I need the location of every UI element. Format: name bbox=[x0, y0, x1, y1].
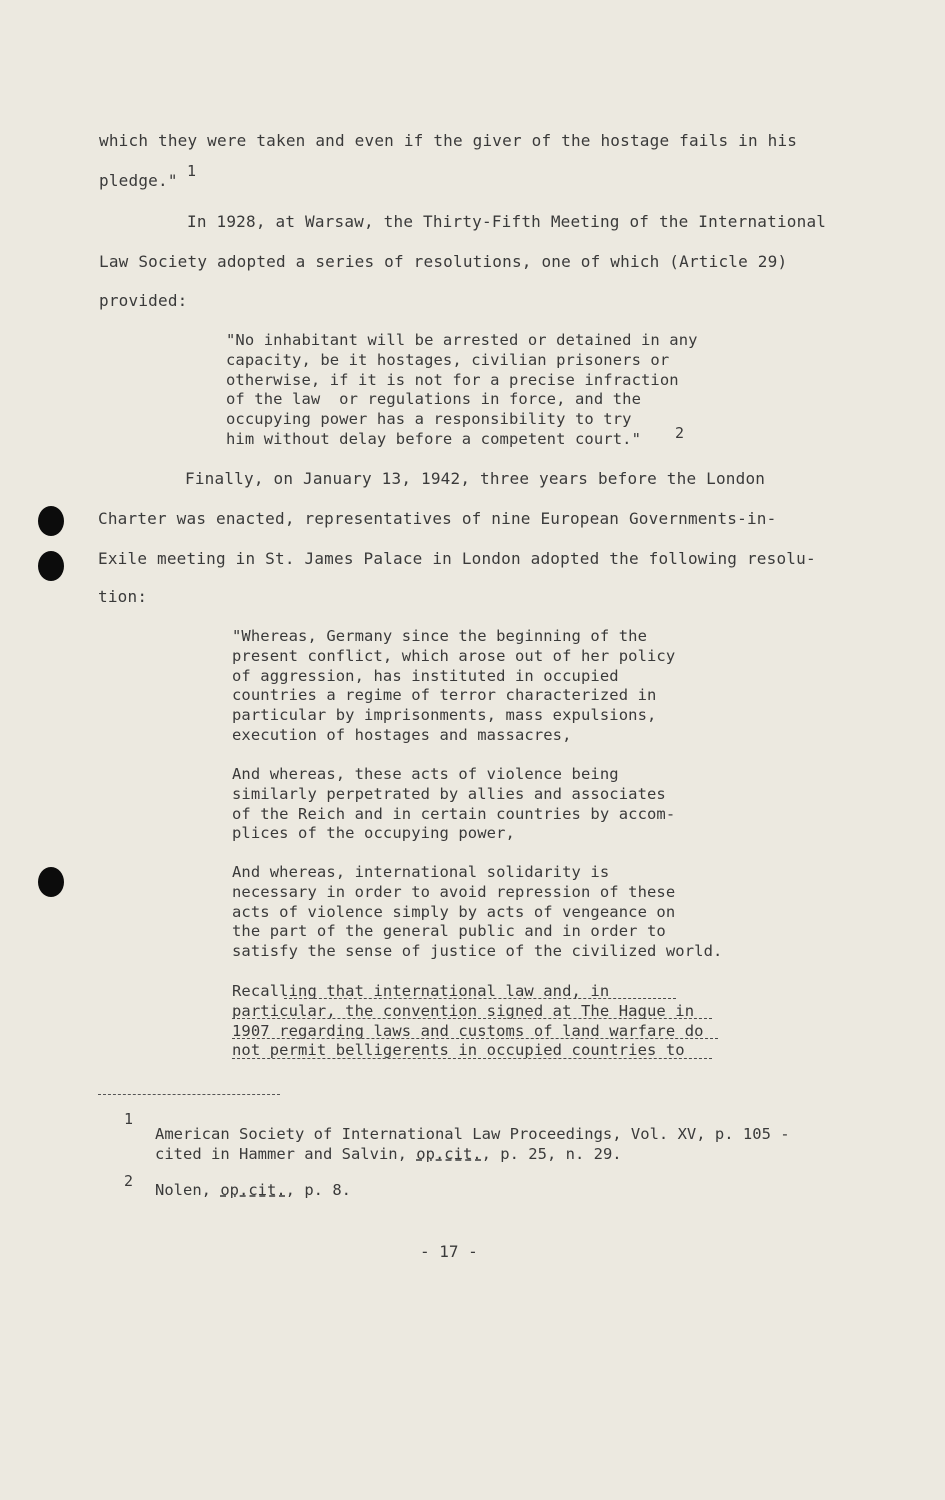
body-text-line: Charter was enacted, representatives of nine European Governments-in- bbox=[98, 509, 777, 528]
punch-hole bbox=[38, 867, 64, 897]
footnote-citation-end: , p. 25, n. 29. bbox=[481, 1145, 622, 1163]
body-text-line: In 1928, at Warsaw, the Thirty-Fifth Meeting of the International bbox=[187, 212, 827, 231]
block-quote: "No inhabitant will be arrested or detained in any capacity, be it hostages, civilian prisoners or otherwise, if it is not for a precise infraction of the law or regulations in force, and the occupying power has a responsibility to try him without delay before a competent court." bbox=[226, 331, 698, 448]
page-number: - 17 - bbox=[420, 1242, 478, 1261]
footnote-reference: 2 bbox=[675, 424, 685, 442]
footnote-citation: Nolen, bbox=[155, 1181, 221, 1199]
body-text-line: Exile meeting in St. James Palace in London adopted the following resolu- bbox=[98, 549, 816, 568]
body-text-line: which they were taken and even if the giver of the hostage fails in his bbox=[99, 131, 798, 150]
punch-hole bbox=[38, 551, 64, 581]
footnote-text bbox=[155, 1124, 790, 1164]
footnote-number: 1 bbox=[124, 1110, 134, 1128]
resolution-paragraph: And whereas, these acts of violence being similarly perpetrated by allies and associates of the Reich and in certain countries by accom- plices of the occupying power, bbox=[232, 765, 676, 843]
underline-mark bbox=[232, 1038, 718, 1039]
footnote-citation: American Society of International Law Proceedings, Vol. XV, p. 105 - cited in Hammer and Salvin, bbox=[155, 1125, 790, 1163]
underline-mark bbox=[284, 998, 676, 999]
underline-mark bbox=[232, 1018, 712, 1019]
footnote-reference: 1 bbox=[187, 162, 197, 180]
body-text-line: tion: bbox=[98, 587, 148, 606]
footnote-op-cit: op.cit. bbox=[220, 1181, 286, 1199]
punch-hole bbox=[38, 506, 64, 536]
body-text-line: provided: bbox=[99, 291, 188, 310]
footnote-number: 2 bbox=[124, 1172, 134, 1190]
body-text-line: pledge." bbox=[99, 171, 178, 190]
body-text-line: Law Society adopted a series of resolutions, one of which (Article 29) bbox=[99, 252, 788, 271]
resolution-paragraph: And whereas, international solidarity is necessary in order to avoid repression of these acts of violence simply by acts of vengeance on the part of the general public and in order to satisfy the sense of justice of the civilized world. bbox=[232, 863, 723, 961]
footnote-separator bbox=[98, 1094, 280, 1095]
underline-mark bbox=[232, 1058, 712, 1059]
footnote-op-cit: op.cit. bbox=[416, 1145, 482, 1163]
footnote-text bbox=[155, 1180, 351, 1200]
footnote-citation-end: , p. 8. bbox=[285, 1181, 351, 1199]
resolution-paragraph: Recalling that international law and, in particular, the convention signed at The Hague in 1907 regarding laws and customs of land warfare do not permit belligerents in occupied countries to bbox=[232, 982, 704, 1060]
resolution-paragraph: "Whereas, Germany since the beginning of the present conflict, which arose out of her policy of aggression, has instituted in occupied countries a regime of terror characterized in particular by imprisonments, mass expulsions, execution of hostages and massacres, bbox=[232, 627, 676, 744]
body-text-line: Finally, on January 13, 1942, three years before the London bbox=[185, 469, 766, 488]
